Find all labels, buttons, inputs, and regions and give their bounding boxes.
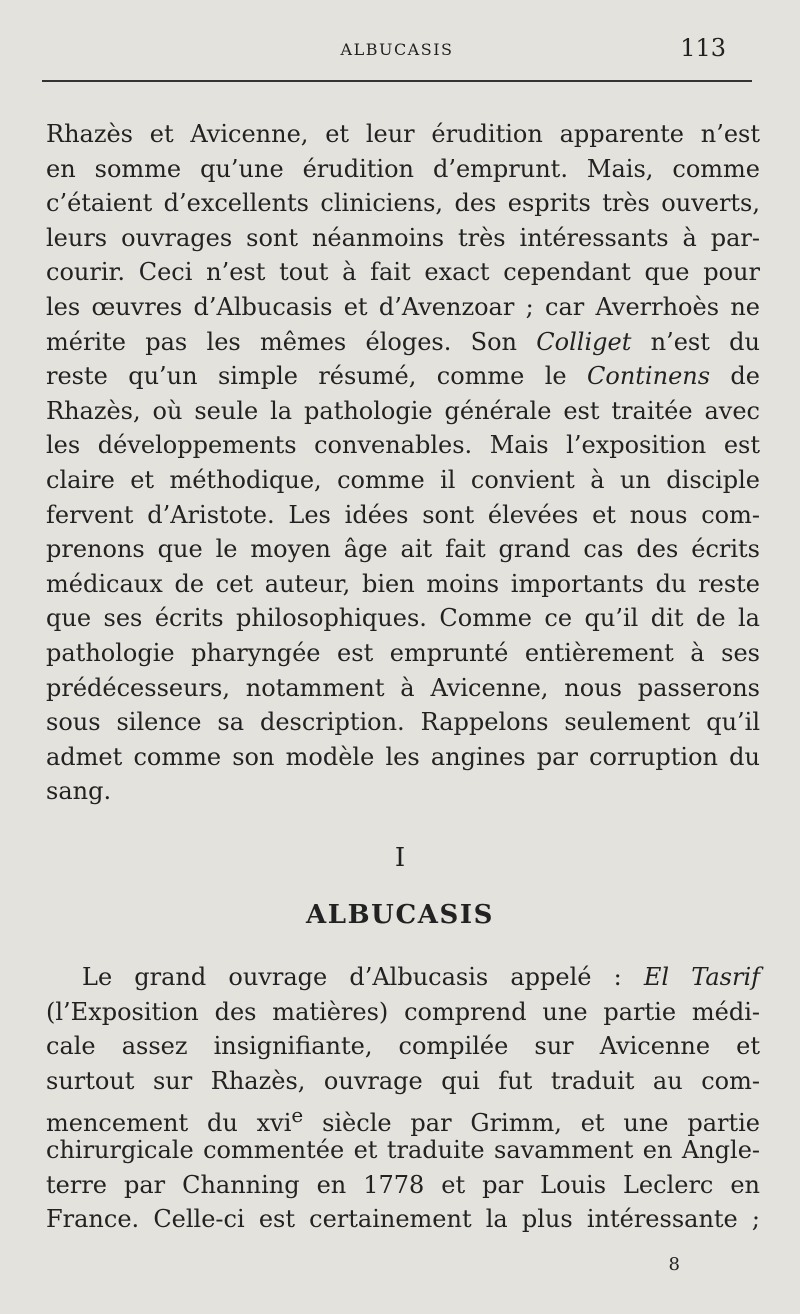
text-line: leurs ouvrages sont néanmoins très intéressants à par- [46,223,760,252]
text-line: sous silence sa description. Rappelons seulement qu’il [46,708,760,737]
text-segment: n’est du [631,327,761,356]
italic-title-colliget: Colliget [536,327,632,356]
text-segment: reste qu’un simple résumé, comme le [46,362,588,391]
section-title: ALBUCASIS [305,900,495,930]
text-line: claire et méthodique, comme il convient à un disciple [46,465,760,494]
italic-title-continens: Continens [587,362,711,391]
text-line: admet comme son modèle les angines par corruption du [46,742,760,771]
text-line: c’étaient d’excellents cliniciens, des esprits très ouverts, [46,189,760,218]
text-line: en somme qu’une érudition d’emprunt. Mais, comme [46,154,760,183]
text-line: terre par Channing en 1778 et par Louis Leclerc en [46,1170,760,1199]
text-line: les œuvres d’Albucasis et d’Avenzoar ; car Averrhoès ne [46,292,760,321]
text-line-with-italic [46,325,760,360]
text-line: surtout sur Rhazès, ouvrage qui fut traduit au com- [46,1066,760,1095]
text-line: médicaux de cet auteur, bien moins importants du reste [46,569,760,598]
running-title: ALBUCASIS [340,40,454,59]
section-number: I [394,843,406,873]
text-line: Rhazès et Avicenne, et leur érudition apparente n’est [46,120,760,148]
text-line: courir. Ceci n’est tout à fait exact cependant que pour [46,258,760,287]
text-segment: mérite pas les mêmes éloges. Son [46,327,537,356]
text-line: fervent d’Aristote. Les idées sont élevées et nous com- [46,500,760,529]
italic-title-el-tasrif: El Tasrif [643,963,760,991]
text-line-with-italic [46,359,760,394]
page-number: 113 [680,34,726,62]
text-segment: Le grand ouvrage d’Albucasis appelé : [82,963,644,991]
body-paragraph-1 [46,117,760,809]
text-line: sang. [46,777,112,806]
printer-signature-mark: 8 [668,1254,680,1275]
text-line: Rhazès, où seule la pathologie générale est traitée avec [46,396,760,425]
text-segment: de [710,362,760,391]
text-line: chirurgicale commentée et traduite savamment en Angle- [46,1135,760,1164]
text-line: France. Celle-ci est certainement la plus intéressante ; [46,1205,760,1234]
text-line-with-superscript [46,1098,760,1138]
running-header [42,34,752,82]
text-line: les développements convenables. Mais l’exposition est [46,431,760,460]
superscript: e [291,1103,304,1128]
text-line: (l’Exposition des matières) comprend une partie médi- [46,997,760,1026]
text-segment: mencement du xvi [46,1109,292,1138]
text-line: que ses écrits philosophiques. Comme ce qu’il dit de la [46,604,760,633]
text-line-with-italic [46,960,760,995]
text-line: prenons que le moyen âge ait fait grand cas des écrits [46,535,760,564]
text-segment: siècle par Grimm, et une partie [303,1109,760,1138]
text-line: pathologie pharyngée est emprunté entièrement à ses [46,638,760,667]
text-line: cale assez insignifiante, compilée sur Avicenne et [46,1032,760,1061]
body-paragraph-2 [46,960,760,1237]
text-line: prédécesseurs, notamment à Avicenne, nous passerons [46,673,760,702]
